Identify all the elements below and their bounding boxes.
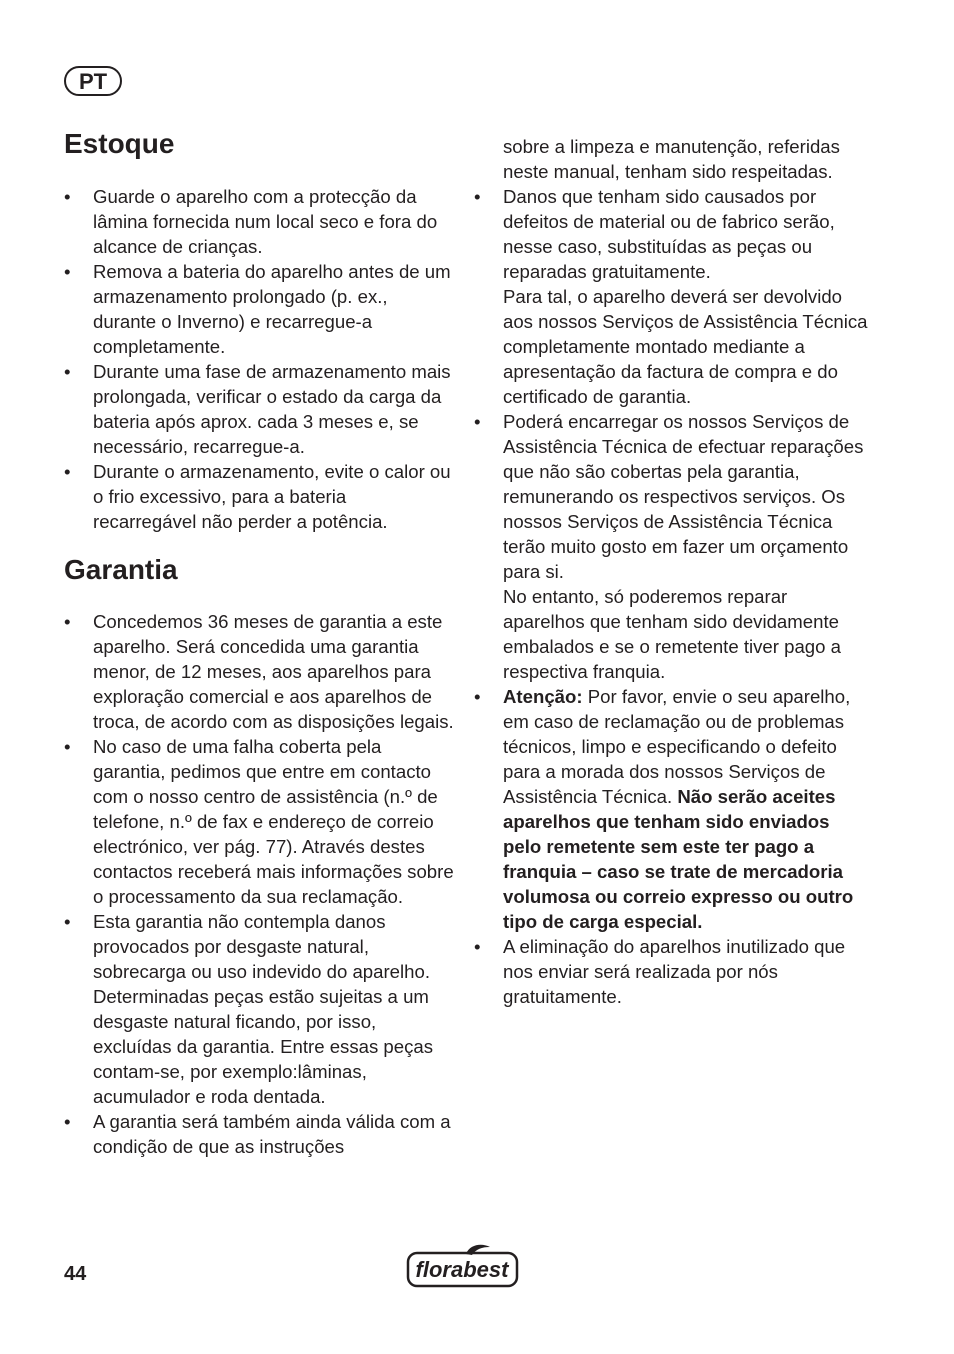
- list-item: [474, 409, 869, 684]
- list-item: • Remova a bateria do aparelho antes de um armazenamento prolongado (p. ex., durante o Inverno) e recarregue-a completamente.: [64, 259, 454, 359]
- list-item-continuation: sobre a limpeza e manutenção, referidas neste manual, tenham sido respeitadas.: [503, 136, 840, 182]
- list-item-paragraph: Para tal, o aparelho deverá ser devolvido aos nossos Serviços de Assistência Técnica completamente montado mediante a apresentação da factura de compra e do certificado de garantia.: [503, 286, 868, 407]
- attention-label: Atenção:: [503, 686, 583, 707]
- estoque-list: [64, 184, 454, 534]
- list-item: • Esta garantia não contempla danos provocados por desgaste natural, sobrecarga ou uso indevido do aparelho. Determinadas peças estão sujeitas a um desgaste natural ficando, por isso, excluídas da garantia. Entre essas peças contam-se, por exemplo:lâminas, acumulador e roda dentada.: [64, 909, 454, 1109]
- list-item-paragraph: • Danos que tenham sido causados por defeitos de material ou de fabrico serão, nesse caso, substituídas as peças ou reparadas gratuitamente.: [503, 186, 835, 282]
- list-item: • Durante o armazenamento, evite o calor ou o frio excessivo, para a bateria recarregável não perder a potência.: [64, 459, 454, 534]
- list-item-paragraph: • Poderá encarregar os nossos Serviços de Assistência Técnica de efectuar reparações que não são cobertas pela garantia, remunerando os respectivos serviços. Os nossos Serviços de Assistência Técnica terão muito gosto em fazer um orçamento para si.: [503, 411, 864, 582]
- list-item-paragraph: No entanto, só poderemos reparar aparelhos que tenham sido devidamente embalados e se o remetente tiver pago a respectiva franquia.: [503, 586, 841, 682]
- list-item: • A eliminação do aparelhos inutilizado que nos enviar será realizada por nós gratuitamente.: [474, 934, 869, 1009]
- logo-text: florabest: [415, 1257, 509, 1282]
- list-item: • Durante uma fase de armazenamento mais prolongada, verificar o estado da carga da bateria após aprox. cada 3 meses e, se necessário, recarregue-a.: [64, 359, 454, 459]
- list-item: [474, 184, 869, 409]
- florabest-logo: [406, 1242, 520, 1295]
- attention-text: Por favor, envie o seu aparelho, em caso de reclamação ou de problemas técnicos, limpo e especificando o defeito para a morada dos nossos Serviços de Assistência Técnica.: [503, 686, 851, 807]
- attention-bold-text: Não serão aceites aparelhos que tenham sido enviados pelo remetente sem este ter pago a franquia – caso se trate de mercadoria volumosa ou correio expresso ou outro tipo de carga especial.: [503, 786, 854, 932]
- list-item: • No caso de uma falha coberta pela garantia, pedimos que entre em contacto com o nosso centro de assistência (n.º de telefone, n.º de fax e endereço de correio electrónico, ver pág. 77). Através destes contactos receberá mais informações sobre o processamento da sua reclamação.: [64, 734, 454, 909]
- garantia-list: [64, 609, 454, 1159]
- florabest-logo-icon: [406, 1242, 520, 1290]
- language-badge: PT: [64, 66, 122, 96]
- list-item: • Guarde o aparelho com a protecção da lâmina fornecida num local seco e fora do alcance de crianças.: [64, 184, 454, 259]
- list-item: • Concedemos 36 meses de garantia a este aparelho. Será concedida uma garantia menor, de 12 meses, aos aparelhos para exploração comercial e aos aparelhos de troca, de acordo com as disposições legais.: [64, 609, 454, 734]
- section-title-estoque: Estoque: [64, 128, 175, 159]
- list-item: • A garantia será também ainda válida com a condição de que as instruções: [64, 1109, 454, 1159]
- section-title-garantia: Garantia: [64, 554, 178, 585]
- garantia-list-continued: [474, 184, 869, 1009]
- page-number: 44: [64, 1263, 87, 1285]
- list-item: [474, 684, 869, 934]
